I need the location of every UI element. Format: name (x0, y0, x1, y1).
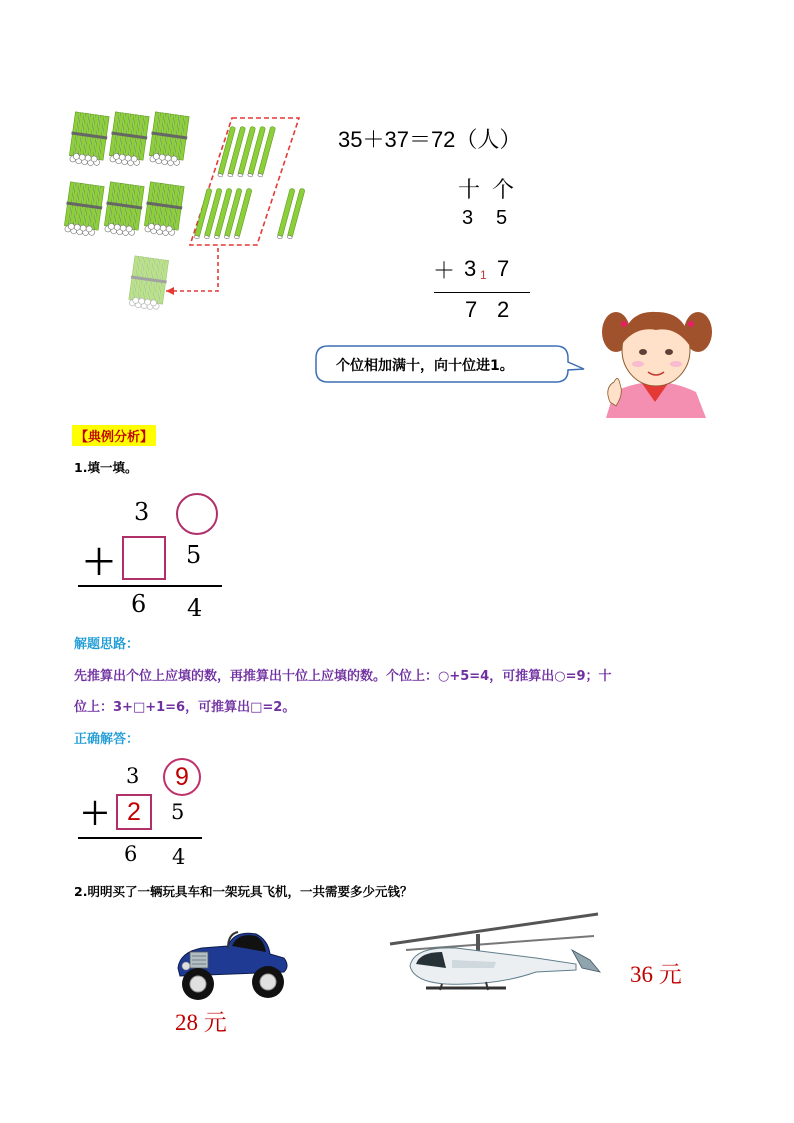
question-1-title: 1.填一填。 (74, 460, 138, 475)
helicopter-price-label: 36 元 (630, 962, 682, 987)
answer-row1-tens-digit: 3 (126, 764, 140, 788)
sum-line (434, 292, 530, 293)
answer-row2-ones-digit: 5 (171, 800, 185, 824)
q1-plus-sign: ＋ (82, 543, 116, 583)
question-2-title: 2.明明买了一辆玩具车和一架玩具飞机，一共需要多少元钱？ (74, 884, 413, 899)
result-tens-digit: 7 (465, 297, 478, 322)
answer-heading: 正确解答： (74, 732, 140, 747)
row1-tens-digit: 3 (462, 207, 474, 229)
speech-bubble-text: 个位相加满十，向十位进1。 (336, 358, 514, 374)
toy-car-image (168, 918, 294, 1004)
q1-sum-line (78, 585, 222, 587)
q1-result-tens-digit: 6 (131, 590, 147, 618)
row2-tens-digit: 3 (464, 256, 477, 281)
answer-result-ones-digit: 4 (172, 845, 186, 869)
stick-bundles-illustration (62, 108, 312, 323)
section-tag: 【典例分析】 (72, 425, 156, 446)
ones-place-label: 个 (492, 177, 515, 202)
girl-illustration (596, 302, 714, 418)
thinking-text-line-1: 先推算出个位上应填的数，再推算出十位上应填的数。个位上：○+5=4，可推算出○=9；十 (74, 669, 612, 684)
row2-plus-sign: ＋ (433, 258, 456, 283)
toy-helicopter-image (386, 906, 610, 1002)
answer-sum-line (78, 837, 202, 839)
thinking-text-line-2: 位上：3+□+1=6，可推算出□=2。 (74, 700, 296, 715)
q1-unknown-circle[interactable] (176, 493, 218, 535)
answer-plus-sign: ＋ (80, 797, 110, 832)
q1-unknown-box[interactable] (122, 536, 166, 580)
q1-row2-ones-digit: 5 (186, 541, 202, 569)
carry-digit: 1 (480, 268, 487, 282)
row2-ones-digit: 7 (497, 256, 510, 281)
q1-result-ones-digit: 4 (187, 594, 203, 622)
answer-result-tens-digit: 6 (124, 842, 138, 866)
example-equation: 35＋37＝72（人） (338, 127, 522, 152)
car-price-label: 28 元 (175, 1010, 227, 1035)
tens-place-label: 十 (458, 177, 481, 202)
thinking-heading: 解题思路： (74, 637, 140, 652)
row1-ones-digit: 5 (496, 207, 508, 229)
answer-circle: 9 (163, 758, 201, 796)
result-ones-digit: 2 (497, 297, 510, 322)
answer-box: 2 (116, 794, 152, 830)
q1-row1-tens-digit: 3 (134, 498, 150, 526)
